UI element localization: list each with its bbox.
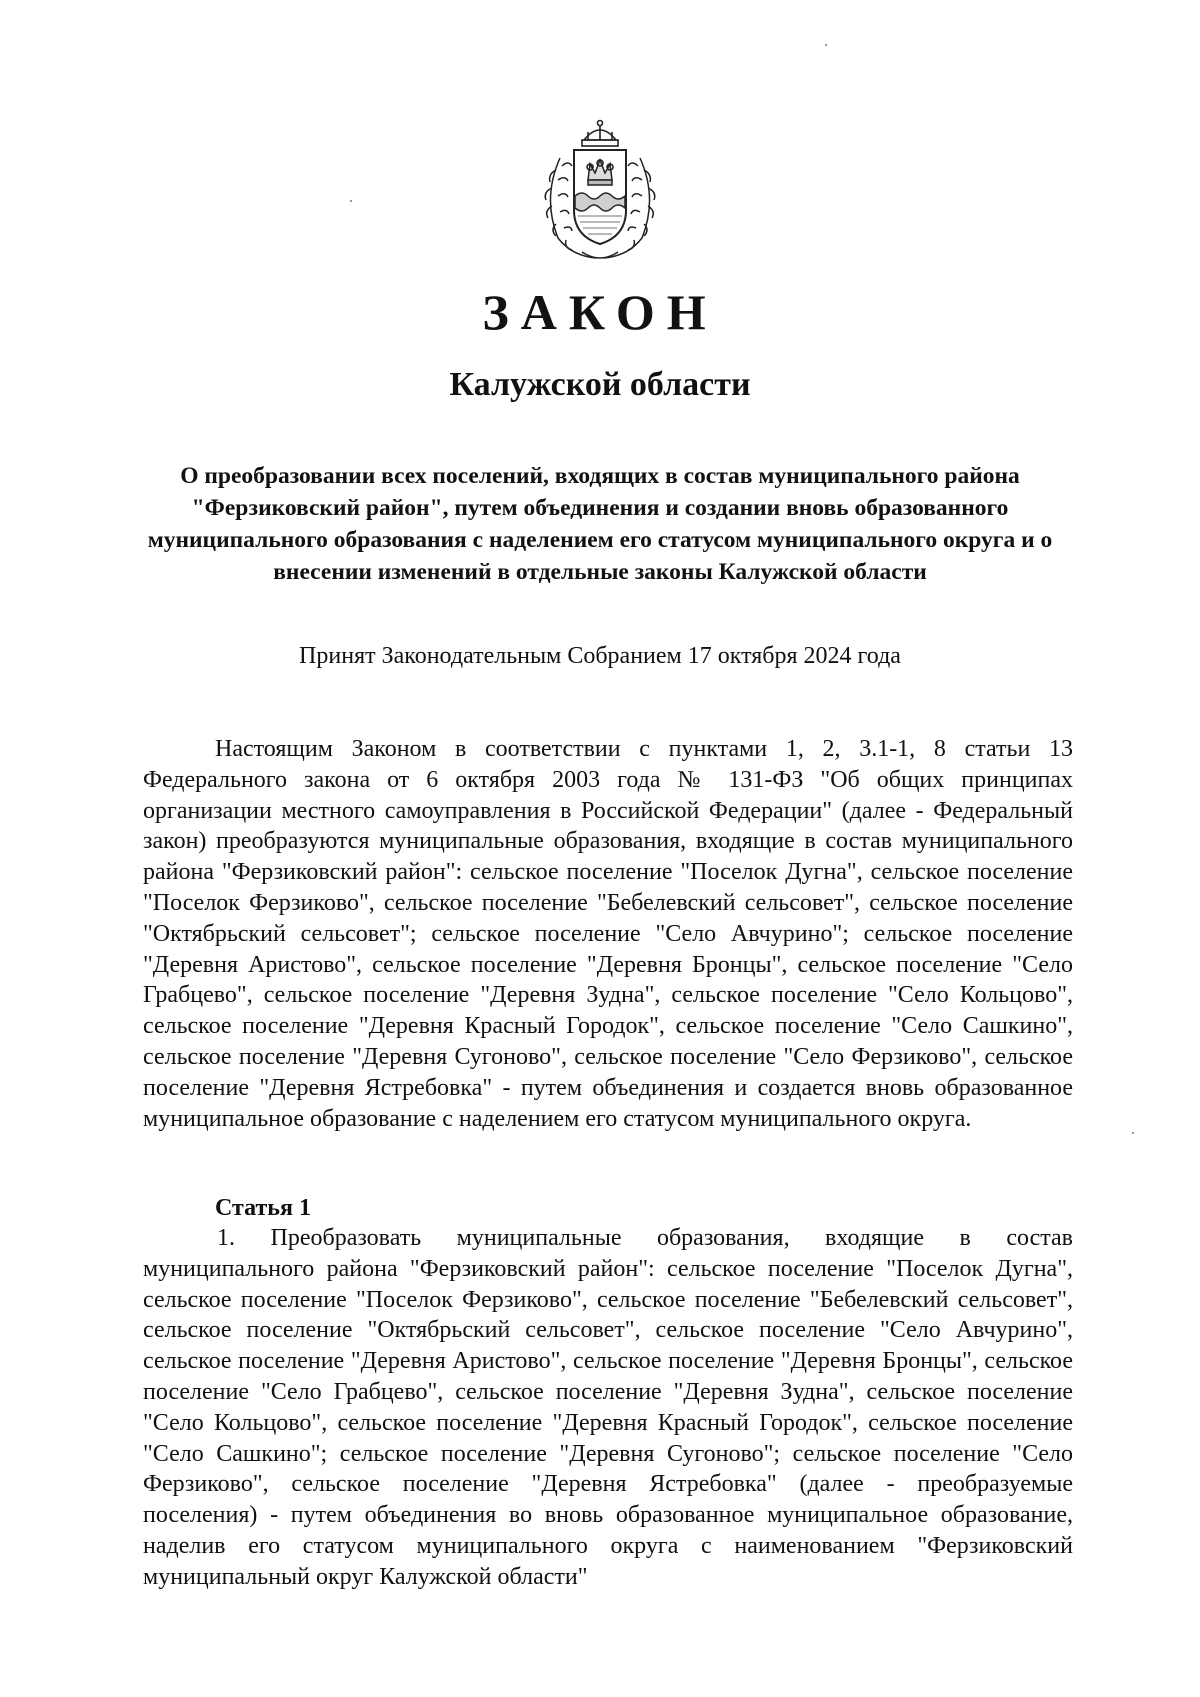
law-name: О преобразовании всех поселений, входящих в состав муниципального района "Ферзиковский район", путем объединения и создании вновь образованного муниципального образования с наделением его статусом муниципального округа и о внесении изменений в отдельные законы Калужской области: [147, 463, 1053, 585]
document-subtitle: Калужской области: [449, 366, 751, 403]
adoption-date: Принят Законодательным Собранием 17 октября 2024 года: [299, 643, 901, 669]
document-title: ЗАКОН: [482, 284, 718, 340]
coat-of-arms-icon: [538, 118, 662, 264]
scan-speck: [825, 44, 827, 46]
article-1-paragraph-1: 1. Преобразовать муниципальные образования, входящие в состав муниципального района "Ферзиковский район": сельское поселение "Поселок Дугна", сельское поселение "Поселок Ферзиково", сельское поселение "Бебелевский сельсовет", сельское поселение "Октябрьский сельсовет", сельское поселение "Село Авчурино", сельское поселение "Деревня Аристово", сельское поселение "Деревня Бронцы", сельское поселение "Село Грабцево", сельское поселение "Деревня Зудна", сельское поселение "Село Кольцово", сельское поселение "Деревня Красный Городок", сельское поселение "Село Сашкино"; сельское поселение "Деревня Сугоново"; сельское поселение "Село Ферзиково", сельское поселение "Деревня Ястребовка" (далее - преобразуемые поселения) - путем объединения во вновь образованное муниципальное образование, наделив его статусом муниципального округа с наименованием "Ферзиковский муниципальный округ Калужской области": [143, 1225, 1073, 1590]
scan-speck: [350, 200, 352, 202]
article-1-heading: Статья 1: [215, 1195, 311, 1221]
preamble-paragraph: Настоящим Законом в соответствии с пунктами 1, 2, 3.1-1, 8 статьи 13 Федерального закона от 6 октября 2003 года № 131-ФЗ "Об общих принципах организации местного самоуправления в Российской Федерации" (далее - Федеральный закон) преобразуются муниципальные образования, входящие в состав муниципального района "Ферзиковский район": сельское поселение "Поселок Дугна", сельское поселение "Поселок Ферзиково", сельское поселение "Бебелевский сельсовет", сельское поселение "Октябрьский сельсовет"; сельское поселение "Село Авчурино"; сельское поселение "Деревня Аристово", сельское поселение "Деревня Бронцы", сельское поселение "Село Грабцево", сельское поселение "Деревня Зудна", сельское поселение "Село Кольцово", сельское поселение "Деревня Красный Городок", сельское поселение "Село Сашкино", сельское поселение "Деревня Сугоново", сельское поселение "Село Ферзиково", сельское поселение "Деревня Ястребовка" - путем объединения и создается вновь образованное муниципальное образование с наделением его статусом муниципального округа.: [143, 736, 1073, 1132]
scan-speck: [1132, 1132, 1134, 1134]
